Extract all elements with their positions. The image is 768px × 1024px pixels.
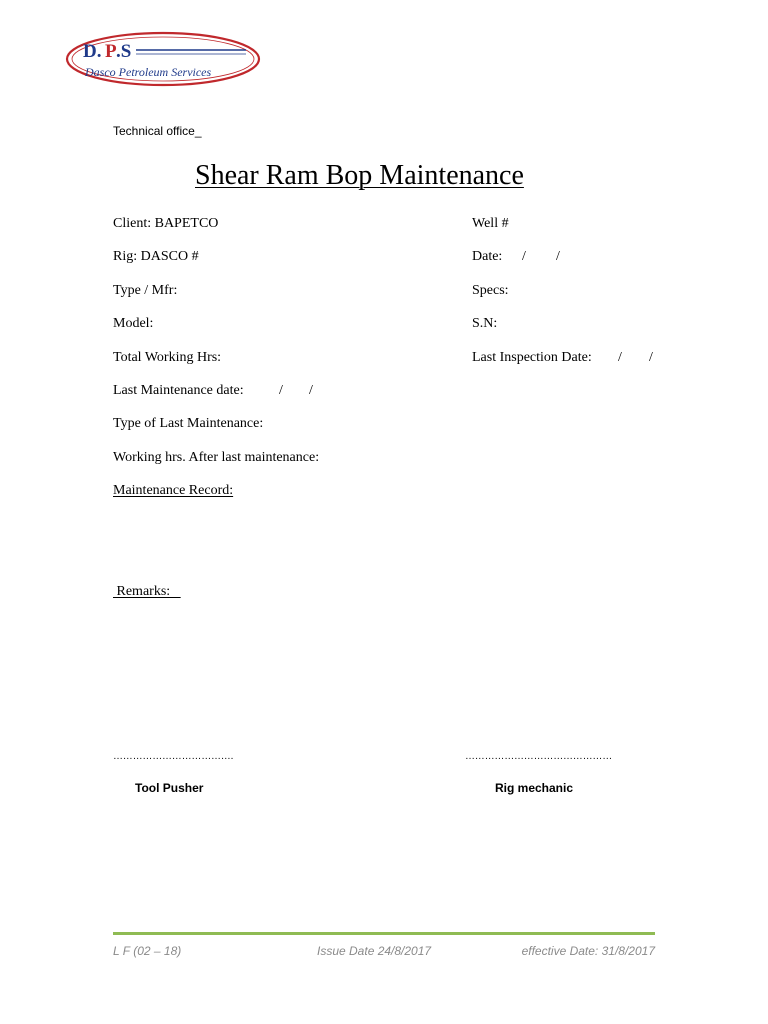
total-working-hrs-field: Total Working Hrs: bbox=[113, 350, 222, 365]
specs-field: Specs: bbox=[472, 283, 509, 298]
technical-office-label: Technical office_ bbox=[113, 124, 202, 138]
working-hrs-after-maintenance-field: Working hrs. After last maintenance: bbox=[113, 450, 320, 465]
maintenance-record-heading: Maintenance Record: bbox=[113, 483, 234, 498]
tool-pusher-signature-line: ………………………………. bbox=[113, 751, 234, 762]
svg-text:.S: .S bbox=[116, 41, 132, 62]
page-title: Shear Ram Bop Maintenance bbox=[195, 160, 524, 191]
svg-text:Dasco Petroleum Services: Dasco Petroleum Services bbox=[85, 65, 212, 79]
serial-number-field: S.N: bbox=[472, 316, 498, 331]
client-field: Client: BAPETCO bbox=[113, 216, 219, 231]
footer-effective-date: effective Date: 31/8/2017 bbox=[521, 944, 655, 958]
svg-text:P: P bbox=[105, 41, 117, 62]
last-maintenance-slash-1: / bbox=[279, 383, 283, 398]
tool-pusher-label: Tool Pusher bbox=[135, 781, 204, 795]
rig-mechanic-label: Rig mechanic bbox=[495, 781, 574, 795]
date-slash-1: / bbox=[522, 249, 526, 264]
footer-divider bbox=[113, 932, 655, 935]
date-slash-2: / bbox=[556, 249, 560, 264]
footer-issue-date: Issue Date 24/8/2017 bbox=[317, 944, 432, 958]
footer-form-number: L F (02 – 18) bbox=[113, 944, 182, 958]
dps-logo bbox=[64, 30, 262, 88]
remarks-heading: Remarks: bbox=[113, 584, 181, 599]
last-inspection-slash-2: / bbox=[649, 350, 653, 365]
last-maintenance-date-label: Last Maintenance date: bbox=[113, 383, 244, 398]
type-mfr-field: Type / Mfr: bbox=[113, 283, 178, 298]
last-inspection-date-label: Last Inspection Date: bbox=[472, 350, 592, 365]
last-inspection-slash-1: / bbox=[618, 350, 622, 365]
well-field: Well # bbox=[472, 216, 509, 231]
rig-mechanic-signature-line: ……………………………………… bbox=[465, 751, 613, 762]
model-field: Model: bbox=[113, 316, 154, 331]
dps-logo-graphic bbox=[64, 30, 262, 88]
type-of-last-maintenance-field: Type of Last Maintenance: bbox=[113, 416, 264, 431]
date-label: Date: bbox=[472, 249, 503, 264]
svg-text:D.: D. bbox=[83, 41, 102, 62]
rig-field: Rig: DASCO # bbox=[113, 249, 199, 264]
last-maintenance-slash-2: / bbox=[309, 383, 313, 398]
